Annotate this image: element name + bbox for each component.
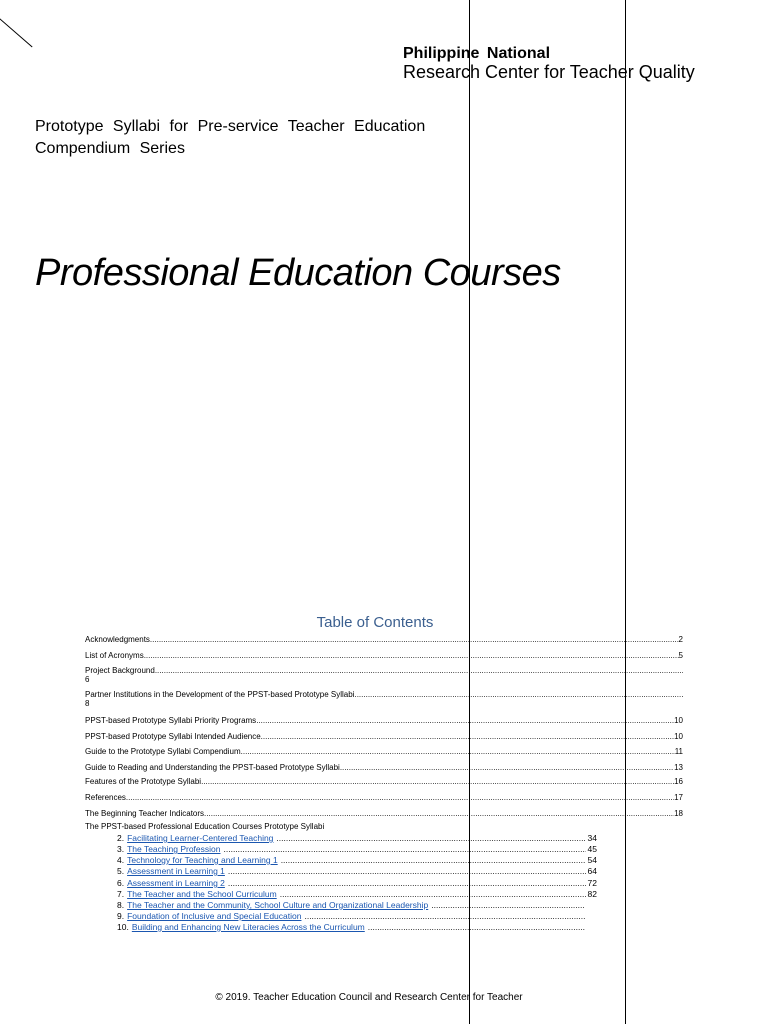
toc-entry-page: 2 xyxy=(678,635,683,644)
toc-entry[interactable] xyxy=(85,793,683,802)
toc-entry-page: 18 xyxy=(674,809,683,818)
toc-entry-page: 5 xyxy=(678,651,683,660)
course-link[interactable]: Assessment in Learning 1 xyxy=(127,866,225,876)
course-page: 64 xyxy=(587,866,597,876)
course-page: 45 xyxy=(587,844,597,854)
toc-entry-label: Guide to the Prototype Syllabi Compendium xyxy=(85,747,241,756)
toc-entry[interactable] xyxy=(85,716,683,725)
leader-dots xyxy=(155,666,683,675)
course-entry xyxy=(117,900,587,910)
toc-entry[interactable] xyxy=(85,635,683,644)
leader-dots xyxy=(204,809,674,818)
course-entry xyxy=(117,844,597,854)
course-page: 82 xyxy=(587,889,597,899)
course-number: 4. xyxy=(117,855,125,865)
toc-entry-label: PPST-based Prototype Syllabi Priority Programs xyxy=(85,716,257,725)
course-link[interactable]: The Teacher and the School Curriculum xyxy=(127,889,277,899)
course-entry xyxy=(117,833,597,843)
leader-dots xyxy=(228,866,586,876)
course-entry xyxy=(117,922,587,932)
course-number: 9. xyxy=(117,911,125,921)
leader-dots xyxy=(126,793,674,802)
course-page: 34 xyxy=(587,833,597,843)
course-number: 7. xyxy=(117,889,125,899)
course-link[interactable]: The Teacher and the Community, School Culture and Organizational Leadership xyxy=(127,900,429,910)
course-page: 54 xyxy=(587,855,597,865)
toc-entry[interactable] xyxy=(85,777,683,786)
toc-section-heading: The PPST-based Professional Education Courses Prototype Syllabi xyxy=(85,822,325,831)
toc-entry[interactable] xyxy=(85,651,683,660)
course-link[interactable]: Assessment in Learning 2 xyxy=(127,878,225,888)
course-link[interactable]: Foundation of Inclusive and Special Education xyxy=(127,911,302,921)
leader-dots xyxy=(224,844,586,854)
leader-dots xyxy=(276,833,585,843)
course-number: 8. xyxy=(117,900,125,910)
toc-entry-page: 8 xyxy=(85,699,90,708)
vertical-rule-right xyxy=(625,0,626,1024)
toc-entry-label: Partner Institutions in the Development of the PPST-based Prototype Syllabi xyxy=(85,690,355,699)
toc-entry-label: PPST-based Prototype Syllabi Intended Audience xyxy=(85,732,261,741)
course-link[interactable]: Technology for Teaching and Learning 1 xyxy=(127,855,278,865)
toc-entry-label: List of Acronyms xyxy=(85,651,144,660)
toc-entry-label: Project Background xyxy=(85,666,155,675)
course-number: 5. xyxy=(117,866,125,876)
toc-entry[interactable] xyxy=(85,732,683,741)
toc-entry-page: 11 xyxy=(674,747,683,756)
course-number: 3. xyxy=(117,844,125,854)
toc-entry[interactable] xyxy=(85,747,683,756)
course-entry xyxy=(117,911,587,921)
course-page: 72 xyxy=(587,878,597,888)
toc-entry-page: 13 xyxy=(674,763,683,772)
course-link[interactable]: The Teaching Profession xyxy=(127,844,221,854)
toc-entry-label: Acknowledgments xyxy=(85,635,150,644)
series-title-line2: Compendium Series xyxy=(35,140,185,157)
leader-dots xyxy=(201,777,674,786)
toc-entry[interactable] xyxy=(85,763,683,772)
leader-dots xyxy=(144,651,679,660)
corner-diagonal-line xyxy=(0,15,33,47)
course-entry xyxy=(117,855,597,865)
toc-entry-page: 10 xyxy=(674,716,683,725)
org-name-line1: Philippine National xyxy=(403,45,551,62)
page-title: Professional Education Courses xyxy=(35,252,561,294)
toc-entry[interactable] xyxy=(85,666,683,684)
toc-entry-page: 6 xyxy=(85,675,90,684)
course-link[interactable]: Building and Enhancing New Literacies Across the Curriculum xyxy=(131,922,365,932)
course-link[interactable]: Facilitating Learner-Centered Teaching xyxy=(127,833,274,843)
toc-entry[interactable] xyxy=(85,809,683,818)
toc-entry-label: References xyxy=(85,793,126,802)
toc-entry-page: 17 xyxy=(674,793,683,802)
org-name-line2: Research Center for Teacher Quality xyxy=(403,62,695,82)
leader-dots xyxy=(256,716,674,725)
leader-dots xyxy=(150,635,679,644)
leader-dots xyxy=(280,889,586,899)
leader-dots xyxy=(340,763,674,772)
leader-dots xyxy=(354,690,683,699)
course-number: 10. xyxy=(117,922,129,932)
leader-dots xyxy=(281,855,586,865)
leader-dots xyxy=(304,911,585,921)
toc-entry-label: The Beginning Teacher Indicators xyxy=(85,809,205,818)
copyright-footer: © 2019. Teacher Education Council and Research Center for Teacher xyxy=(215,992,523,1003)
toc-entry-page: 16 xyxy=(674,777,683,786)
leader-dots xyxy=(431,900,585,910)
series-title-line1: Prototype Syllabi for Pre-service Teacher Education xyxy=(35,118,426,135)
toc-entry-label: Guide to Reading and Understanding the PPST-based Prototype Syllabi xyxy=(85,763,340,772)
course-number: 6. xyxy=(117,878,125,888)
course-entry xyxy=(117,878,597,888)
toc-heading: Table of Contents xyxy=(316,614,434,631)
toc-entry[interactable] xyxy=(85,690,683,708)
leader-dots xyxy=(228,878,586,888)
leader-dots xyxy=(241,747,675,756)
leader-dots xyxy=(368,922,585,932)
toc-entry-page: 10 xyxy=(674,732,683,741)
course-number: 2. xyxy=(117,833,125,843)
leader-dots xyxy=(261,732,674,741)
course-entry xyxy=(117,889,597,899)
toc-entry-label: Features of the Prototype Syllabi xyxy=(85,777,202,786)
course-entry xyxy=(117,866,597,876)
